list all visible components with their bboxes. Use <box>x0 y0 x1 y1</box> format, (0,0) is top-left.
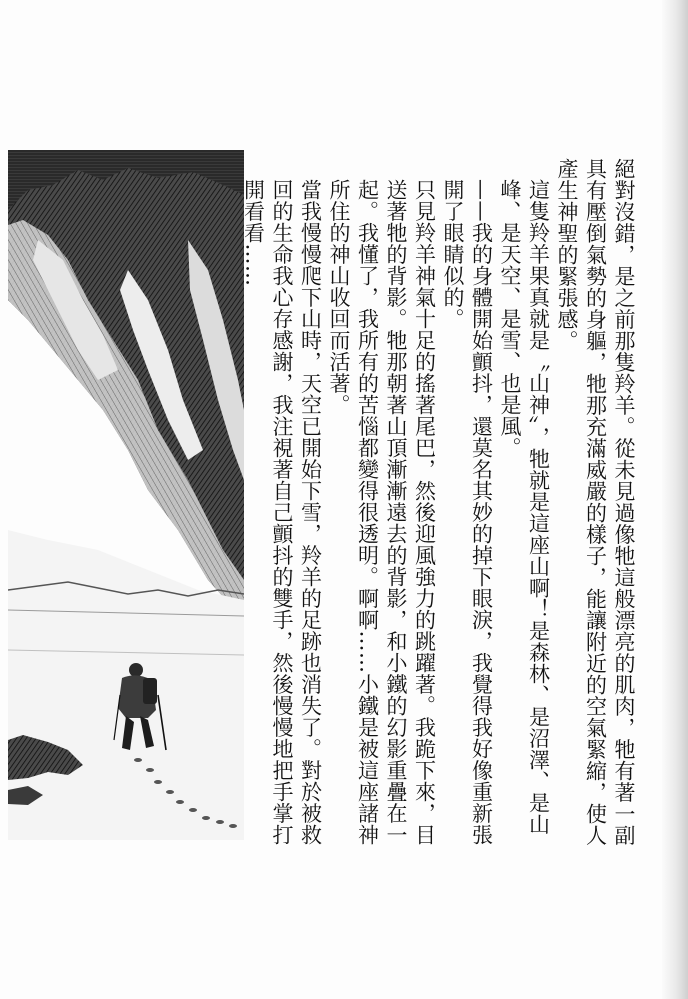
paragraph-4: 只見羚羊神氣十足的搖著尾巴，然後迎風強力的跳躍著。我跪下來，目送著牠的背影。牠那朝著山頂漸漸遠去的背影，和小鐵的幻影重疊在一起。我懂了，我所有的苦惱都變得很透明。啊啊……小鐵是被這座諸神所住的神山收回而活著。 <box>327 179 437 846</box>
paragraph-5: 當我慢慢爬下山時，天空已開始下雪，羚羊的足跡也消失了。對於被救回的生命我心存感謝，我注視著自己顫抖的雙手，然後慢慢地把手掌打開看看…… <box>241 179 323 846</box>
page-spine-shadow <box>662 0 688 999</box>
paragraph-1: 絕對沒錯，是之前那隻羚羊。從未見過像牠這般漂亮的肌肉，牠有著一副具有壓倒氣勢的身軀，牠那充滿威嚴的樣子，能讓附近的空氣緊縮，使人產生神聖的緊張感。 <box>555 158 636 846</box>
vertical-body-text <box>241 158 638 848</box>
mountain-climber-illustration <box>8 150 244 840</box>
paragraph-3: ——我的身體開始顫抖，還莫名其妙的掉下眼淚，我覺得我好像重新張開了眼睛似的。 <box>441 179 494 846</box>
paragraph-2: 這隻羚羊果真就是〝山神〞，牠就是這座山啊！是森林、是沼澤、是山峰、是天空、是雪、也是風。 <box>498 179 551 835</box>
